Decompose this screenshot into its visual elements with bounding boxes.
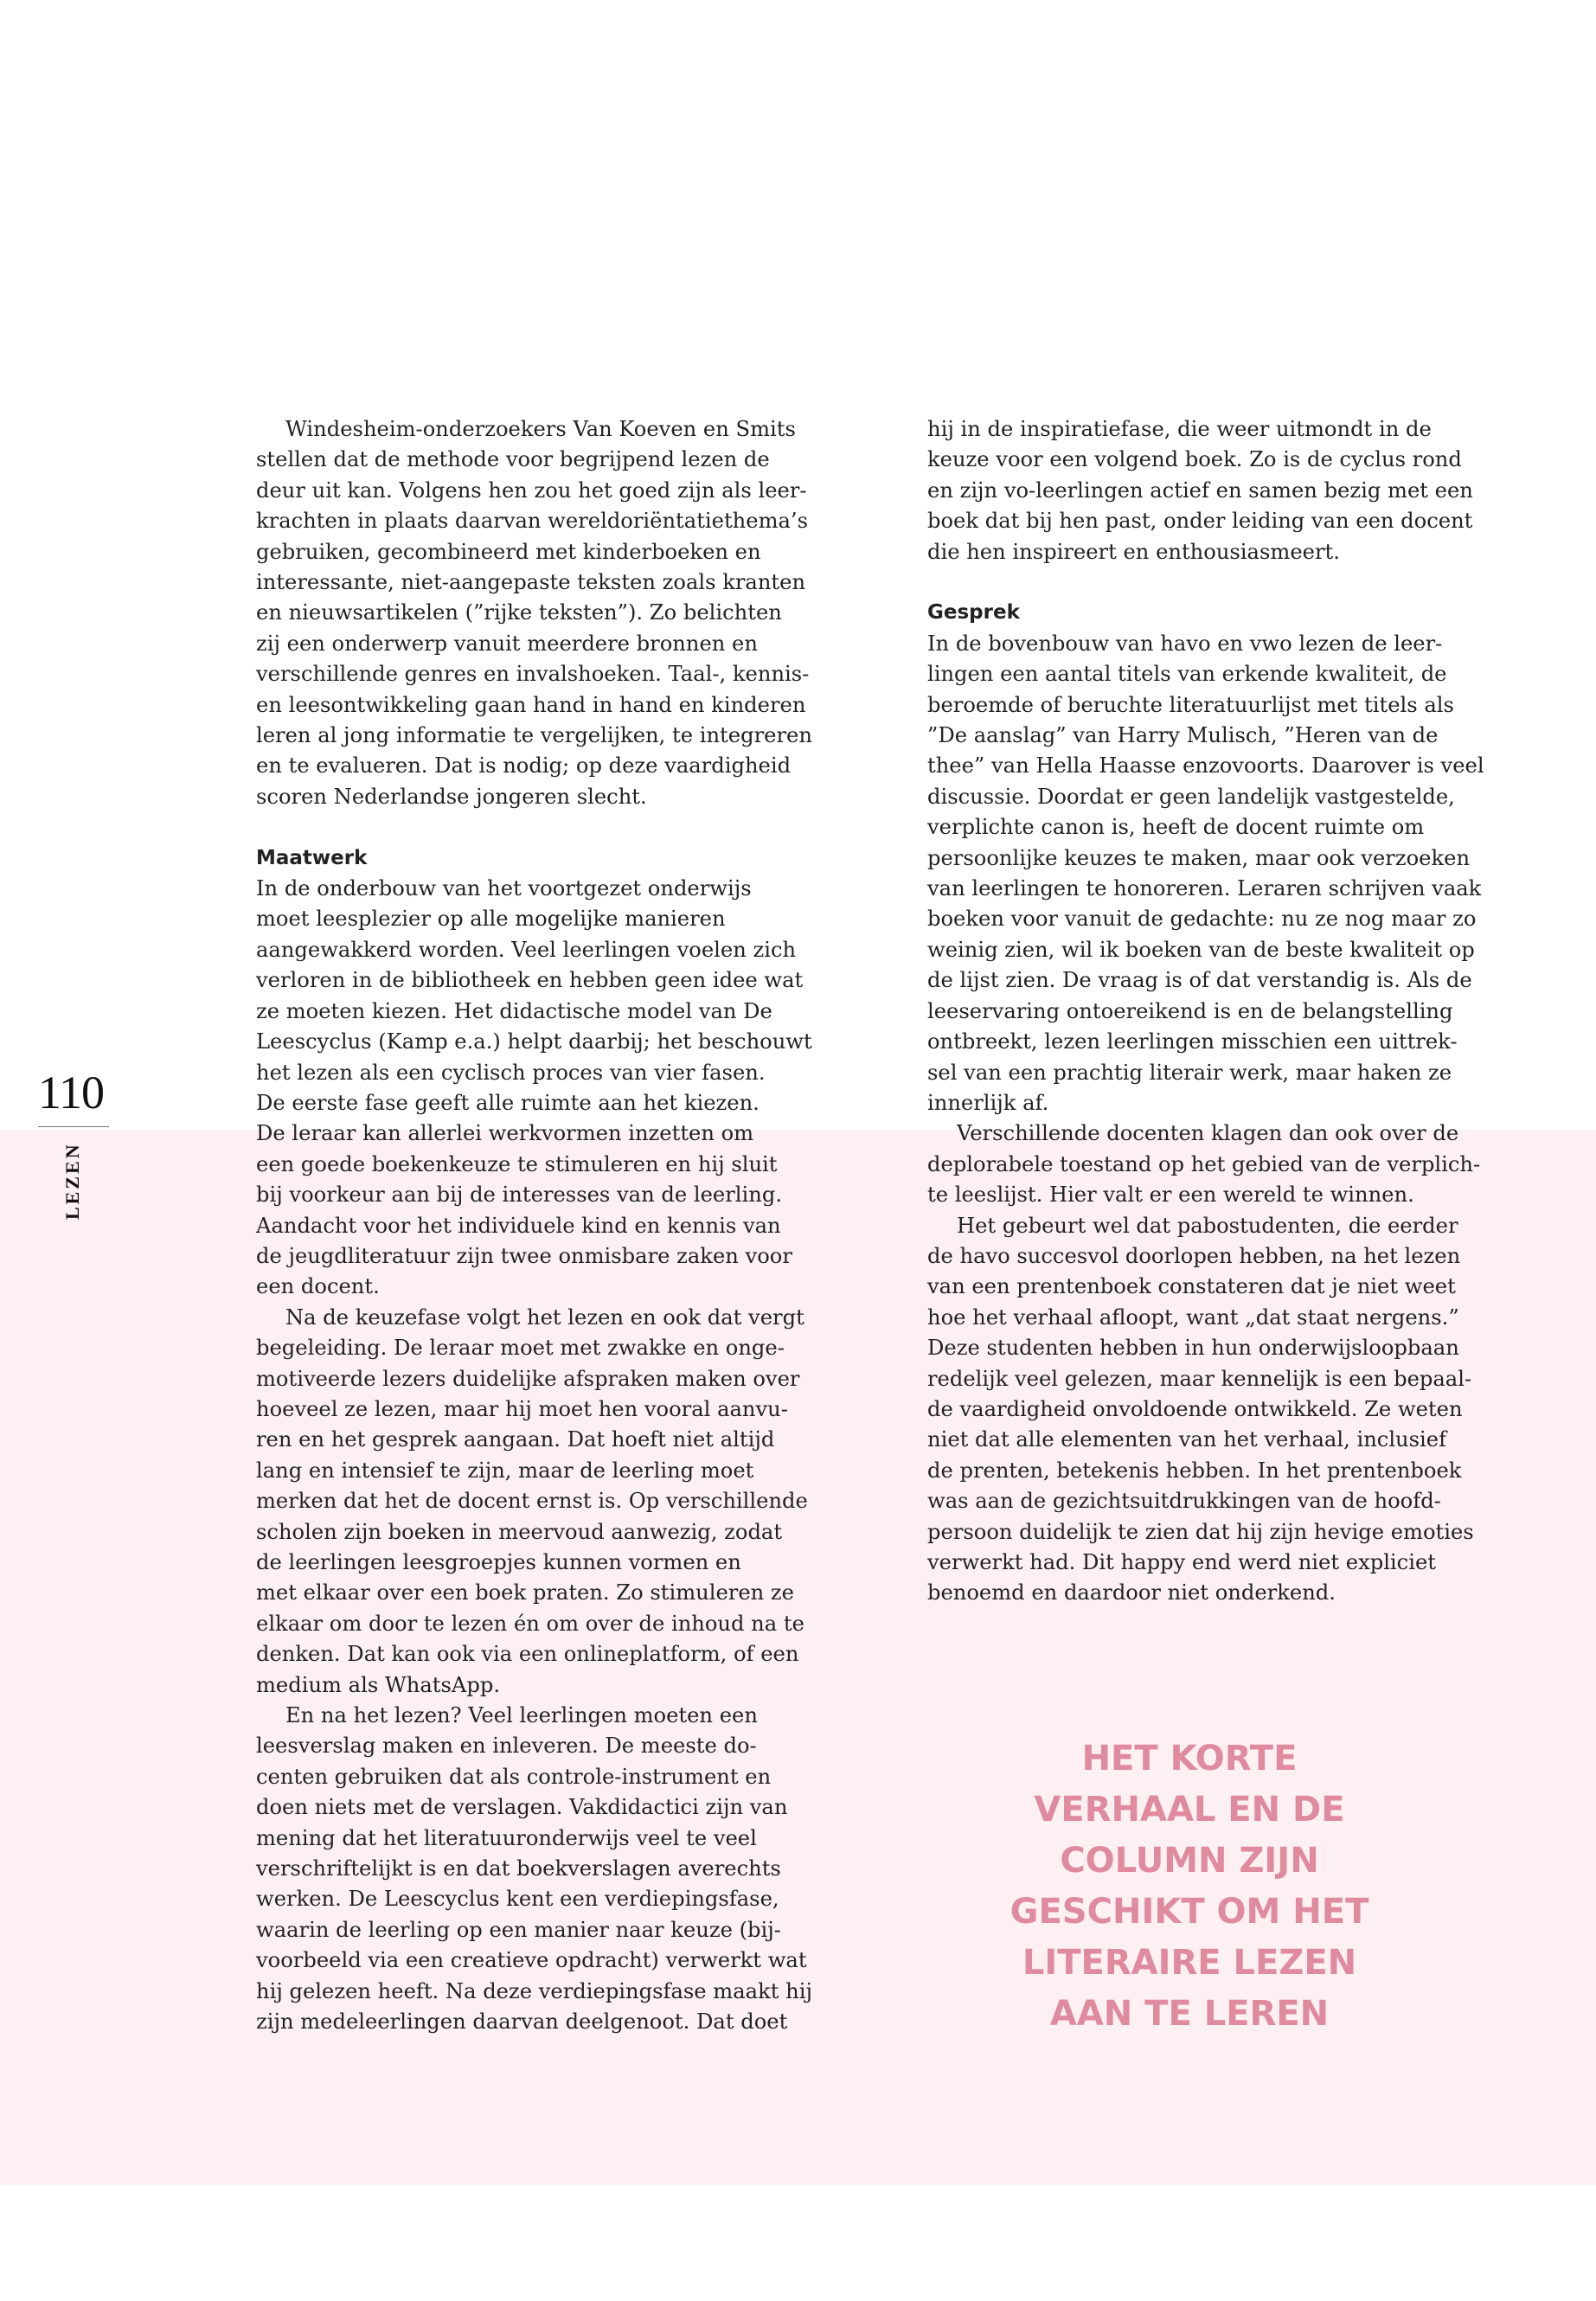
- text-line: zijn medeleerlingen daarvan deelgenoot. Dat doet: [256, 2009, 788, 2035]
- text-line: merken dat het de docent ernst is. Op verschillende: [256, 1489, 808, 1514]
- text-line: scholen zijn boeken in meervoud aanwezig, zodat: [256, 1519, 783, 1544]
- pull-quote: [952, 1734, 1427, 2040]
- text-line: benoemd en daardoor niet onderkend.: [927, 1580, 1336, 1606]
- text-line: voorbeeld via een creatieve opdracht) verwerkt wat: [256, 1948, 807, 1973]
- text-line: boeken voor vanuit de gedachte: nu ze nog maar zo: [927, 907, 1477, 932]
- text-line: verwerkt had. Dit happy end werd niet expliciet: [927, 1550, 1436, 1575]
- text-line: HET KORTE: [1081, 1739, 1298, 1779]
- text-line: motiveerde lezers duidelijke afspraken maken over: [256, 1366, 800, 1391]
- text-line: verschillende genres en invalshoeken. Taal-, kennis-: [256, 662, 810, 687]
- text-line: deplorabele toestand op het gebied van de verplich-: [927, 1151, 1481, 1176]
- text-line: elkaar om door te lezen én om over de inhoud na te: [256, 1611, 804, 1636]
- section-label: LEZEN: [61, 1142, 83, 1220]
- text-line: centen gebruiken dat als controle-instrument en: [256, 1764, 772, 1789]
- text-line: doen niets met de verslagen. Vakdidactici zijn van: [256, 1795, 788, 1820]
- text-line: AAN TE LEREN: [1049, 1994, 1330, 2034]
- text-line: van leerlingen te honoreren. Leraren schrijven vaak: [927, 876, 1482, 901]
- right-column: [927, 414, 1484, 1609]
- text-line: te leeslijst. Hier valt er een wereld te winnen.: [927, 1183, 1414, 1208]
- text-line: werken. De Leescyclus kent een verdiepingsfase,: [256, 1887, 779, 1912]
- left-column: [256, 414, 812, 2038]
- text-line: ren en het gesprek aangaan. Dat hoeft niet altijd: [256, 1427, 775, 1452]
- text-line: hoeveel ze lezen, maar hij moet hen vooral aanvu-: [256, 1396, 788, 1421]
- text-line: keuze voor een volgend boek. Zo is de cyclus rond: [927, 447, 1462, 472]
- text-line: de prenten, betekenis hebben. In het prentenboek: [927, 1458, 1462, 1483]
- text-line: mening dat het literatuuronderwijs veel te veel: [256, 1825, 757, 1850]
- text-line: verplichte canon is, heeft de docent ruimte om: [927, 815, 1425, 840]
- text-line: en zijn vo-leerlingen actief en samen bezig met een: [927, 478, 1473, 503]
- text-line: hoe het verhaal afloopt, want „dat staat nergens.”: [927, 1304, 1459, 1330]
- text-line: leren al jong informatie te vergelijken, te integreren: [256, 723, 812, 748]
- text-line: die hen inspireert en enthousiasmeert.: [927, 539, 1340, 564]
- text-line: leesverslag maken en inleveren. De meeste do-: [256, 1734, 757, 1759]
- text-line: Deze studenten hebben in hun onderwijsloopbaan: [927, 1336, 1459, 1361]
- text-line: medium als WhatsApp.: [256, 1672, 501, 1697]
- text-line: ”De aanslag” van Harry Mulisch, ”Heren van de: [927, 723, 1439, 748]
- section-heading: Gesprek: [927, 601, 1020, 625]
- page-number: 110: [38, 1067, 104, 1118]
- page-number-rule: [38, 1126, 109, 1127]
- text-line: lang en intensief te zijn, maar de leerling moet: [256, 1458, 754, 1483]
- text-line: Verschillende docenten klagen dan ook over de: [957, 1121, 1459, 1146]
- text-line: ontbreekt, lezen leerlingen misschien een uittrek-: [927, 1029, 1458, 1054]
- text-line: COLUMN ZIJN: [1060, 1841, 1319, 1881]
- text-line: en nieuwsartikelen (”rijke teksten”). Zo belichten: [256, 600, 782, 625]
- text-line: van een prentenboek constateren dat je niet weet: [927, 1274, 1456, 1299]
- text-line: leeservaring ontoereikend is en de belangstelling: [927, 998, 1453, 1023]
- paragraph: [256, 414, 812, 812]
- text-line: De eerste fase geeft alle ruimte aan het kiezen.: [256, 1090, 760, 1115]
- text-line: hij in de inspiratiefase, die weer uitmondt in de: [927, 417, 1432, 441]
- text-line: In de onderbouw van het voortgezet onderwijs: [256, 876, 752, 901]
- text-line: en leesontwikkeling gaan hand in hand en kinderen: [256, 692, 806, 717]
- text-line: sel van een prachtig literair werk, maar haken ze: [927, 1060, 1452, 1085]
- text-line: een docent.: [256, 1274, 380, 1299]
- text-line: LITERAIRE LEZEN: [1022, 1943, 1357, 1983]
- text-line: De leraar kan allerlei werkvormen inzetten om: [256, 1121, 754, 1146]
- paragraph: [927, 629, 1484, 1119]
- text-line: aangewakkerd worden. Veel leerlingen voelen zich: [256, 937, 797, 962]
- text-line: niet dat alle elementen van het verhaal, inclusief: [927, 1427, 1447, 1452]
- section-heading: Maatwerk: [256, 846, 368, 869]
- text-line: En na het lezen? Veel leerlingen moeten een: [285, 1703, 758, 1728]
- text-line: persoonlijke keuzes te maken, maar ook verzoeken: [927, 845, 1471, 870]
- text-line: stellen dat de methode voor begrijpend lezen de: [256, 447, 770, 472]
- text-line: redelijk veel gelezen, maar kennelijk is een bepaal-: [927, 1366, 1472, 1391]
- text-line: verschriftelijkt is en dat boekverslagen averechts: [256, 1856, 781, 1881]
- text-line: de vaardigheid onvoldoende ontwikkeld. Ze weten: [927, 1396, 1463, 1421]
- text-line: met elkaar over een boek praten. Zo stimuleren ze: [256, 1580, 794, 1606]
- text-line: Leescyclus (Kamp e.a.) helpt daarbij; het beschouwt: [256, 1029, 812, 1054]
- text-line: In de bovenbouw van havo en vwo lezen de leer-: [927, 631, 1443, 656]
- text-line: Aandacht voor het individuele kind en kennis van: [256, 1213, 781, 1238]
- text-line: en te evalueren. Dat is nodig; op deze vaardigheid: [256, 753, 792, 779]
- text-line: Windesheim-onderzoekers Van Koeven en Smits: [285, 417, 796, 441]
- text-line: hij gelezen heeft. Na deze verdiepingsfase maakt hij: [256, 1978, 812, 2003]
- paragraph: [256, 874, 812, 1303]
- text-line: boek dat bij hen past, onder leiding van een docent: [927, 509, 1473, 534]
- text-line: zij een onderwerp vanuit meerdere bronnen en: [256, 631, 758, 656]
- text-line: de leerlingen leesgroepjes kunnen vormen en: [256, 1550, 741, 1575]
- text-line: innerlijk af.: [927, 1090, 1049, 1115]
- text-line: was aan de gezichtsuitdrukkingen van de hoofd-: [927, 1489, 1441, 1514]
- text-line: ze moeten kiezen. Het didactische model van De: [256, 998, 772, 1023]
- text-line: verloren in de bibliotheek en hebben geen idee wat: [256, 968, 804, 993]
- text-line: de havo succesvol doorlopen hebben, na het lezen: [927, 1243, 1461, 1268]
- text-line: lingen een aantal titels van erkende kwaliteit, de: [927, 662, 1447, 687]
- text-line: krachten in plaats daarvan wereldoriëntatiethema’s: [256, 509, 809, 534]
- text-line: scoren Nederlandse jongeren slecht.: [256, 784, 647, 809]
- paragraph: [256, 1701, 812, 2037]
- text-line: Na de keuzefase volgt het lezen en ook dat vergt: [285, 1304, 804, 1330]
- text-line: de jeugdliteratuur zijn twee onmisbare zaken voor: [256, 1243, 792, 1268]
- text-line: begeleiding. De leraar moet met zwakke en onge-: [256, 1336, 785, 1361]
- paragraph: [927, 1118, 1481, 1210]
- text-line: de lijst zien. De vraag is of dat verstandig is. Als de: [927, 968, 1472, 993]
- text-line: thee” van Hella Haasse enzovoorts. Daarover is veel: [927, 753, 1484, 779]
- text-line: een goede boekenkeuze te stimuleren en hij sluit: [256, 1151, 778, 1176]
- text-line: moet leesplezier op alle mogelijke manieren: [256, 907, 726, 932]
- text-line: weinig zien, wil ik boeken van de beste kwaliteit op: [927, 937, 1475, 962]
- text-line: interessante, niet-aangepaste teksten zoals kranten: [256, 570, 806, 595]
- text-line: gebruiken, gecombineerd met kinderboeken en: [256, 539, 761, 564]
- text-line: beroemde of beruchte literatuurlijst met titels als: [927, 692, 1454, 717]
- text-line: waarin de leerling op een manier naar keuze (bij-: [256, 1917, 781, 1942]
- text-line: GESCHIKT OM HET: [1010, 1892, 1369, 1932]
- text-line: VERHAAL EN DE: [1034, 1790, 1345, 1830]
- text-line: denken. Dat kan ook via een onlineplatform, of een: [256, 1642, 799, 1667]
- paragraph: [927, 414, 1473, 567]
- text-line: Het gebeurt wel dat pabostudenten, die eerder: [957, 1213, 1458, 1238]
- text-line: persoon duidelijk te zien dat hij zijn hevige emoties: [927, 1519, 1474, 1544]
- text-line: bij voorkeur aan bij de interesses van de leerling.: [256, 1183, 783, 1208]
- text-line: discussie. Doordat er geen landelijk vastgestelde,: [927, 784, 1455, 809]
- paragraph: [256, 1303, 808, 1701]
- paragraph: [927, 1211, 1474, 1609]
- text-line: deur uit kan. Volgens hen zou het goed zijn als leer-: [256, 478, 807, 503]
- text-line: het lezen als een cyclisch proces van vier fasen.: [256, 1060, 766, 1085]
